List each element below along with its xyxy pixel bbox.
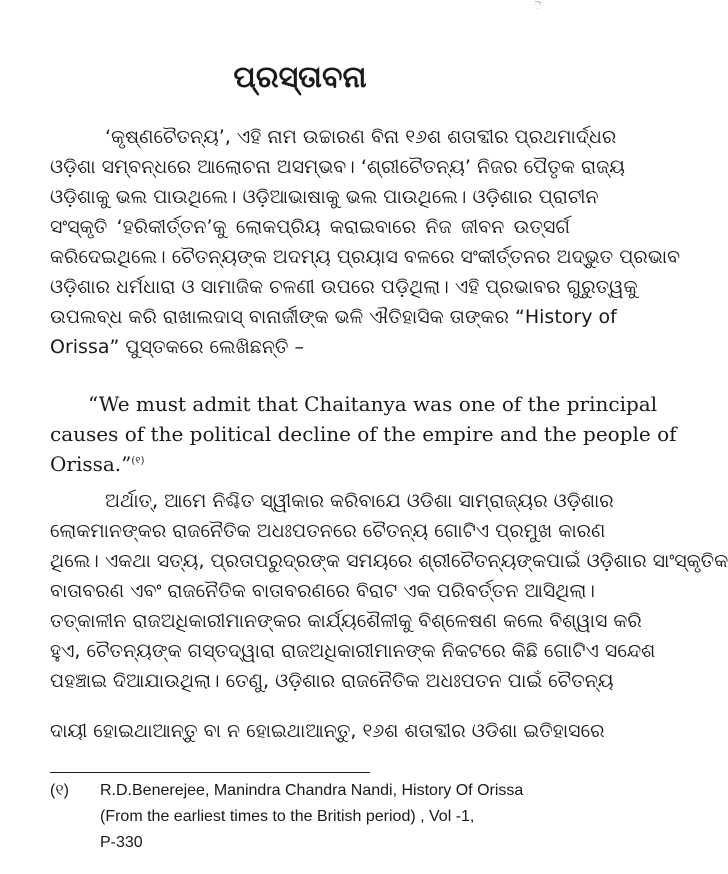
paragraph1-line: କରିଦେଇଥିଲେ। ଚୈତନ୍ୟଙ୍କ ଅଦମ୍ୟ ପ୍ରୟାସ ବଳରେ ସଂକୀର୍ତ୍ତନର ଅଦ୍ଭୁତ ପ୍ରଭାବ [50,246,681,268]
paragraph2-line: ଦାୟୀ ହୋଇଥାଆନ୍ତୁ ବା ନ ହୋଇଥାଆନ୍ତୁ, ୧୬ଶ ଶତାବ୍ଦୀର ଓଡିଶା ଇତିହାସରେ [50,720,605,742]
footnote-line [50,778,570,804]
corner-mark: ୖ [534,2,542,12]
paragraph1-line: ଉପଲବ୍ଧ କରି ରାଖାଲଦାସ୍ ବାନାର୍ଜୀଙ୍କ ଭଳି ଐତିହାସିକ ତାଙ୍କର “History of [50,306,617,328]
paragraph1-line: ‘କୃଷ୍ଣଚୈତନ୍ୟ’, ଏହି ନାମ ଉଚ୍ଚାରଣ ବିନା ୧୬ଶ ଶତାବ୍ଦୀର ପ୍ରଥମାର୍ଦ୍ଧର [105,126,617,148]
footnote-line: (From the earliest times to the British period) , Vol -1, [100,808,475,825]
footnote-divider [50,772,370,773]
paragraph2-line: ଲୋକମାନଙ୍କର ରାଜନୈତିକ ଅଧଃପତନରେ ଚୈତନ୍ୟ ଗୋଟିଏ ପ୍ରମୁଖ କାରଣ [50,520,606,542]
paragraph2-line: ତତ୍କାଳୀନ ରାଜଅଧିକାରୀମାନଙ୍କର କାର୍ଯ୍ୟଶୈଳୀକୁ ବିଶ୍ଳେଷଣ କଲେ ବିଶ୍ୱାସ କରି [50,610,642,632]
footnote-marker: (୧) [131,455,145,467]
footnote-number: (୧) [50,782,69,799]
paragraph2-line: ପହଞ୍ଚାଇ ଦିଆଯାଉଥିଲା। ତେଣୁ, ଓଡ଼ିଶାର ରାଜନୈତିକ ଅଧଃପତନ ପାଇଁ ଚୈତନ୍ୟ [50,670,614,692]
paragraph1-line: ଓଡ଼ିଶା ସମ୍ବନ୍ଧରେ ଆଲୋଚନା ଅସମ୍ଭବ। ‘ଶ୍ରୀଚୈତନ୍ୟ’ ନିଜର ପୈତୃକ ରାଜ୍ୟ [50,156,625,178]
quote-line [50,450,570,478]
paragraph2-line: ଥିଲେ। ଏକଥା ସତ୍ୟ, ପ୍ରତାପରୁଦ୍ରଙ୍କ ସମୟରେ ଶ୍ରୀଚୈତନ୍ୟଙ୍କପାଇଁ ଓଡ଼ିଶାର ସାଂସ୍କୃତିକ [50,550,728,572]
quote-line: “We must admit that Chaitanya was one of the principal [88,392,658,416]
page-title: ପ୍ରସ୍ତାବନା [233,60,367,95]
paragraph2-line: ଅର୍ଥାତ୍, ଆମେ ନିଶ୍ଚିତ ସ୍ୱୀକାର କରିବାଯେ ଓଡିଶା ସାମ୍ରାଜ୍ୟର ଓଡ଼ିଶାର [105,490,614,512]
footnote-line: P-330 [100,834,143,851]
paragraph1-line: ସଂସ୍କୃତି ‘ହରିକୀର୍ତ୍ତନ’କୁ ଲୋକପ୍ରିୟ କରାଇବାରେ ନିଜ ଜୀବନ ଉତ୍ସର୍ଗ [50,216,570,238]
paragraph1-line: Orissa” ପୁସ୍ତକରେ ଲେଖିଛନ୍ତି – [50,336,305,358]
paragraph1-line: ଓଡ଼ିଶାକୁ ଭଲ ପାଉଥିଲେ। ଓଡ଼ିଆଭାଷାକୁ ଭଲ ପାଉଥିଲେ। ଓଡ଼ିଶାର ପ୍ରାଚୀନ [50,186,599,208]
footnote-text: R.D.Benerejee, Manindra Chandra Nandi, History Of Orissa [100,782,524,799]
paragraph2-line: ହୁଏ, ଚୈତନ୍ୟଙ୍କ ଗସ୍ତଦ୍ୱାରା ରାଜଅଧିକାରୀମାନଙ୍କ ନିକଟରେ କିଛି ଗୋଟିଏ ସନ୍ଦେଶ [50,640,656,662]
paragraph1-line: ଓଡ଼ିଶାର ଧର୍ମଧାରା ଓ ସାମାଜିକ ଚଳଣୀ ଉପରେ ପଡ଼ିଥିଲା। ଏହି ପ୍ରଭାବର ଗୁରୁତ୍ୱକୁ [50,276,638,298]
paragraph2-line: ବାତାବରଣ ଏବଂ ରାଜନୈତିକ ବାତାବରଣରେ ବିରାଟ ଏକ ପରିବର୍ତ୍ତନ ଆସିଥିଲା। [50,580,595,602]
quote-text: Orissa.” [50,452,132,476]
quote-line: causes of the political decline of the empire and the people of [50,422,677,446]
